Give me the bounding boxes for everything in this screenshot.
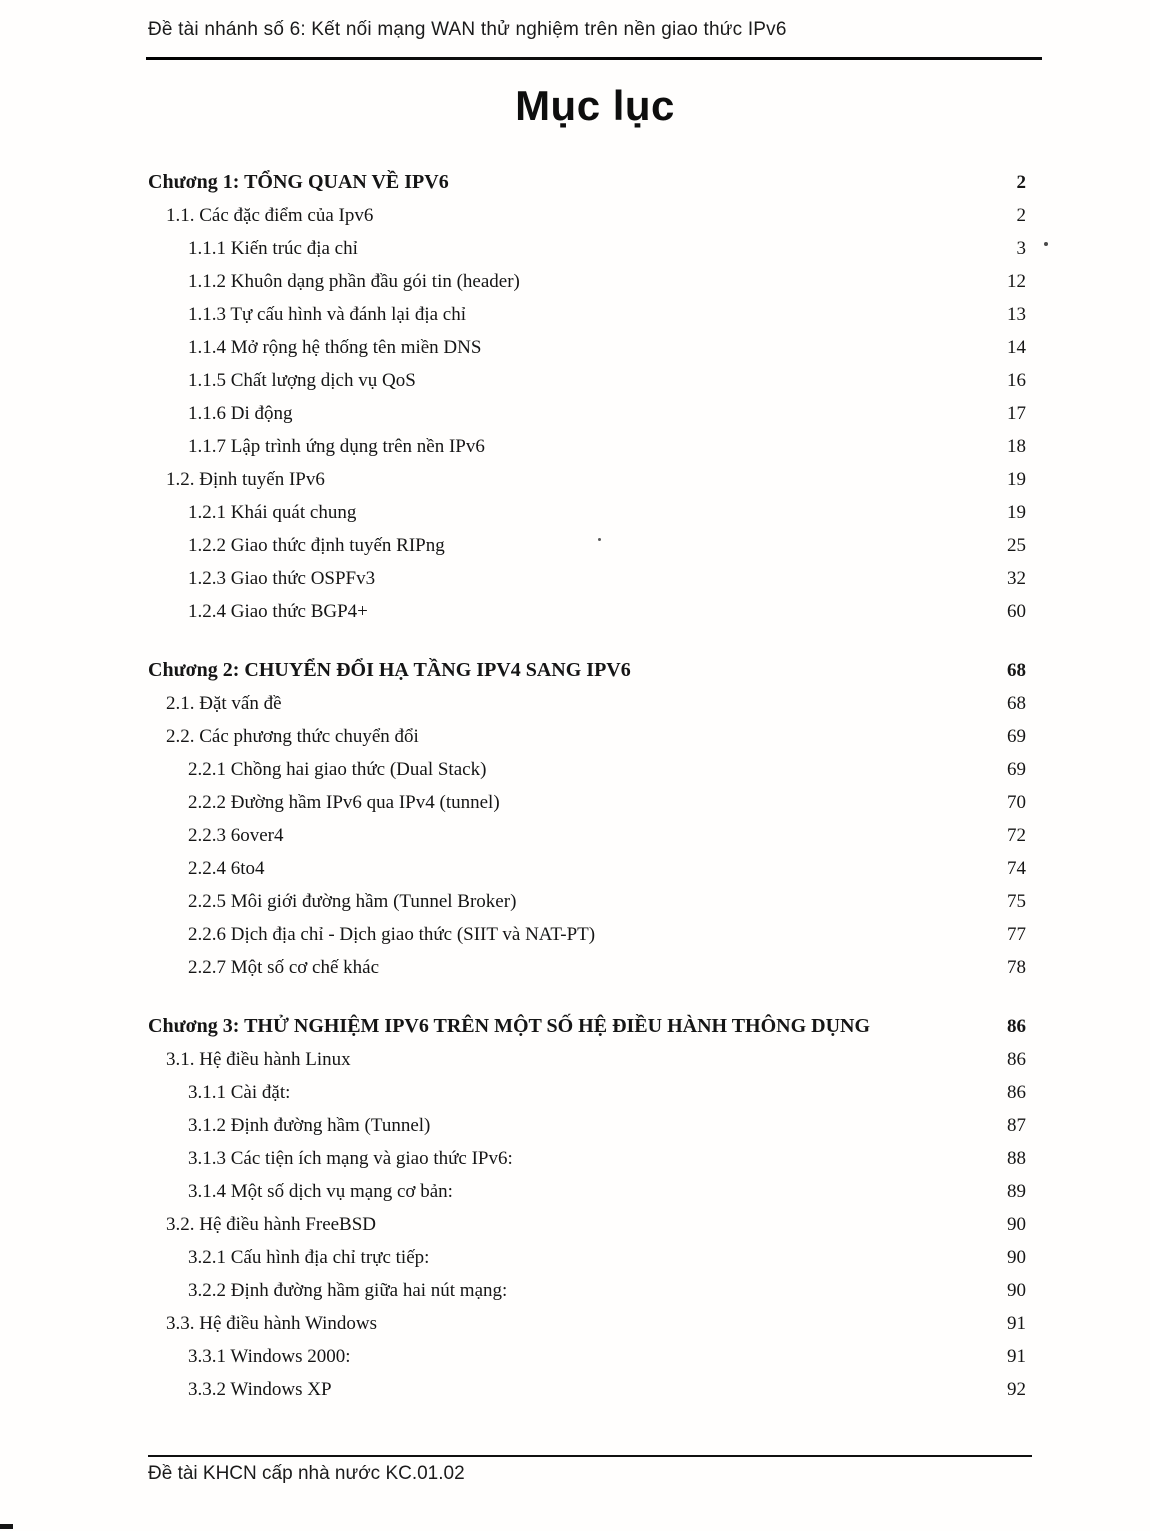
toc-entry-label: 3.3.2 Windows XP <box>188 1379 332 1400</box>
toc-entry-page: 86 <box>1007 1016 1026 1037</box>
toc-entry-page: 69 <box>1007 726 1026 747</box>
toc-row <box>148 595 1026 628</box>
toc-entry-page: 69 <box>1007 759 1026 780</box>
toc-entry-label: 1.1.7 Lập trình ứng dụng trên nền IPv6 <box>188 436 485 457</box>
toc-row <box>148 1175 1026 1208</box>
toc-row <box>148 852 1026 885</box>
toc-entry-label: 3.3.1 Windows 2000: <box>188 1346 351 1367</box>
toc-entry-label: Chương 2: CHUYỂN ĐỔI HẠ TẦNG IPV4 SANG IPV6 <box>148 659 631 681</box>
toc-entry-label: 3.1.1 Cài đặt: <box>188 1082 291 1103</box>
toc-entry-page: 91 <box>1007 1346 1026 1367</box>
toc-entry-label: 3.1.4 Một số dịch vụ mạng cơ bản: <box>188 1181 453 1202</box>
toc-row <box>148 753 1026 786</box>
toc-entry-label: 1.1.6 Di động <box>188 403 293 424</box>
toc-entry-page: 68 <box>1007 693 1026 714</box>
toc-entry-label: 1.1. Các đặc điểm của Ipv6 <box>166 205 374 226</box>
toc-entry-label: 1.2. Định tuyến IPv6 <box>166 469 325 490</box>
toc-entry-page: 68 <box>1007 660 1026 681</box>
toc-entry-label: 1.1.1 Kiến trúc địa chỉ <box>188 238 358 259</box>
toc-row <box>148 1373 1026 1406</box>
toc-row-chapter-3 <box>148 1010 1026 1043</box>
toc-row <box>148 1340 1026 1373</box>
toc-row <box>148 232 1026 265</box>
toc-row <box>148 1208 1026 1241</box>
toc-entry-label: 1.2.3 Giao thức OSPFv3 <box>188 568 376 589</box>
toc-entry-page: 91 <box>1007 1313 1026 1334</box>
toc-entry-page: 70 <box>1007 792 1026 813</box>
toc-entry-page: 2 <box>1016 205 1026 226</box>
toc-entry-label: 3.1. Hệ điều hành Linux <box>166 1049 351 1070</box>
toc-entry-page: 19 <box>1007 469 1026 490</box>
page-header: Đề tài nhánh số 6: Kết nối mạng WAN thử nghiệm trên nền giao thức IPv6 <box>148 19 787 40</box>
toc-entry-page: 90 <box>1007 1247 1026 1268</box>
toc-entry-page: 90 <box>1007 1280 1026 1301</box>
toc-entry-page: 74 <box>1007 858 1026 879</box>
toc-row <box>148 529 1026 562</box>
toc-entry-label: 3.1.3 Các tiện ích mạng và giao thức IPv6: <box>188 1148 513 1169</box>
toc-entry-label: 3.1.2 Định đường hầm (Tunnel) <box>188 1115 431 1136</box>
toc-entry-page: 13 <box>1007 304 1026 325</box>
toc-entry-page: 88 <box>1007 1148 1026 1169</box>
toc-entry-label: 3.3. Hệ điều hành Windows <box>166 1313 378 1334</box>
toc-row <box>148 430 1026 463</box>
toc-entry-page: 77 <box>1007 924 1026 945</box>
toc-row <box>148 463 1026 496</box>
toc-entry-page: 32 <box>1007 568 1026 589</box>
toc-row <box>148 1076 1026 1109</box>
toc-entry-label: 2.2.1 Chồng hai giao thức (Dual Stack) <box>188 759 487 780</box>
scan-corner-artifact <box>0 1524 13 1529</box>
toc-row <box>148 786 1026 819</box>
toc-entry-label: 2.2. Các phương thức chuyển đổi <box>166 726 419 747</box>
toc-entry-label: 2.2.4 6to4 <box>188 858 265 879</box>
toc-entry-label: 1.2.2 Giao thức định tuyến RIPng <box>188 535 445 556</box>
toc-entry-label: 2.2.5 Môi giới đường hầm (Tunnel Broker) <box>188 891 517 912</box>
toc-entry-page: 60 <box>1007 601 1026 622</box>
page-title: Mục lục <box>515 82 675 129</box>
toc-row <box>148 298 1026 331</box>
toc-entry-label: 1.1.5 Chất lượng dịch vụ QoS <box>188 370 416 391</box>
toc-row <box>148 1307 1026 1340</box>
toc-entry-label: 3.2.1 Cấu hình địa chỉ trực tiếp: <box>188 1247 430 1268</box>
toc-entry-page: 92 <box>1007 1379 1026 1400</box>
toc-entry-page: 75 <box>1007 891 1026 912</box>
toc-row <box>148 1142 1026 1175</box>
toc-entry-label: 1.2.1 Khái quát chung <box>188 502 357 523</box>
toc-entry-label: 1.1.4 Mở rộng hệ thống tên miền DNS <box>188 337 482 358</box>
toc-row-chapter-2 <box>148 654 1026 687</box>
footer-divider <box>148 1455 1032 1457</box>
toc-entry-label: 2.2.6 Dịch địa chỉ - Dịch giao thức (SIIT và NAT-PT) <box>188 924 596 945</box>
toc-row <box>148 496 1026 529</box>
title-wrap <box>148 82 1042 130</box>
scan-speck <box>1044 242 1048 246</box>
toc-row <box>148 397 1026 430</box>
toc-entry-label: Chương 3: THỬ NGHIỆM IPV6 TRÊN MỘT SỐ HỆ ĐIỀU HÀNH THÔNG DỤNG <box>148 1015 871 1037</box>
toc-entry-label: 2.2.2 Đường hầm IPv6 qua IPv4 (tunnel) <box>188 792 500 813</box>
scan-speck <box>598 538 601 541</box>
toc-entry-label: 3.2. Hệ điều hành FreeBSD <box>166 1214 377 1235</box>
toc-entry-page: 16 <box>1007 370 1026 391</box>
toc-row <box>148 1274 1026 1307</box>
toc-entry-page: 19 <box>1007 502 1026 523</box>
toc-entry-page: 18 <box>1007 436 1026 457</box>
toc-entry-label: 2.1. Đặt vấn đề <box>166 693 282 714</box>
toc-row <box>148 720 1026 753</box>
toc-row <box>148 199 1026 232</box>
toc-entry-label: 3.2.2 Định đường hầm giữa hai nút mạng: <box>188 1280 508 1301</box>
toc-entry-page: 17 <box>1007 403 1026 424</box>
toc-row <box>148 918 1026 951</box>
header-divider <box>146 57 1042 60</box>
toc-entry-page: 3 <box>1016 238 1026 259</box>
toc-row-chapter-1 <box>148 166 1026 199</box>
toc-entry-page: 72 <box>1007 825 1026 846</box>
toc-entry-label: Chương 1: TỔNG QUAN VỀ IPV6 <box>148 171 449 193</box>
toc-entry-label: 1.1.3 Tự cấu hình và đánh lại địa chỉ <box>188 304 466 325</box>
toc-row <box>148 951 1026 984</box>
toc-row <box>148 1241 1026 1274</box>
toc-row <box>148 265 1026 298</box>
toc-row <box>148 1043 1026 1076</box>
toc-entry-page: 14 <box>1007 337 1026 358</box>
toc-row <box>148 1109 1026 1142</box>
toc-row <box>148 364 1026 397</box>
toc-entry-page: 25 <box>1007 535 1026 556</box>
toc-entry-label: 1.2.4 Giao thức BGP4+ <box>188 601 368 622</box>
toc-entry-label: 2.2.7 Một số cơ chế khác <box>188 957 380 978</box>
toc-entry-page: 86 <box>1007 1049 1026 1070</box>
toc-entry-page: 89 <box>1007 1181 1026 1202</box>
toc-entry-page: 12 <box>1007 271 1026 292</box>
toc-entry-page: 87 <box>1007 1115 1026 1136</box>
toc-entry-page: 78 <box>1007 957 1026 978</box>
toc-row <box>148 687 1026 720</box>
toc-entry-page: 86 <box>1007 1082 1026 1103</box>
toc-row <box>148 562 1026 595</box>
toc-entry-label: 2.2.3 6over4 <box>188 825 284 846</box>
toc-row <box>148 885 1026 918</box>
table-of-contents <box>148 166 1026 1406</box>
toc-entry-label: 1.1.2 Khuôn dạng phần đầu gói tin (header) <box>188 271 520 292</box>
toc-row <box>148 819 1026 852</box>
toc-row <box>148 331 1026 364</box>
toc-entry-page: 90 <box>1007 1214 1026 1235</box>
page-footer: Đề tài KHCN cấp nhà nước KC.01.02 <box>148 1463 465 1484</box>
toc-entry-page: 2 <box>1016 172 1026 193</box>
